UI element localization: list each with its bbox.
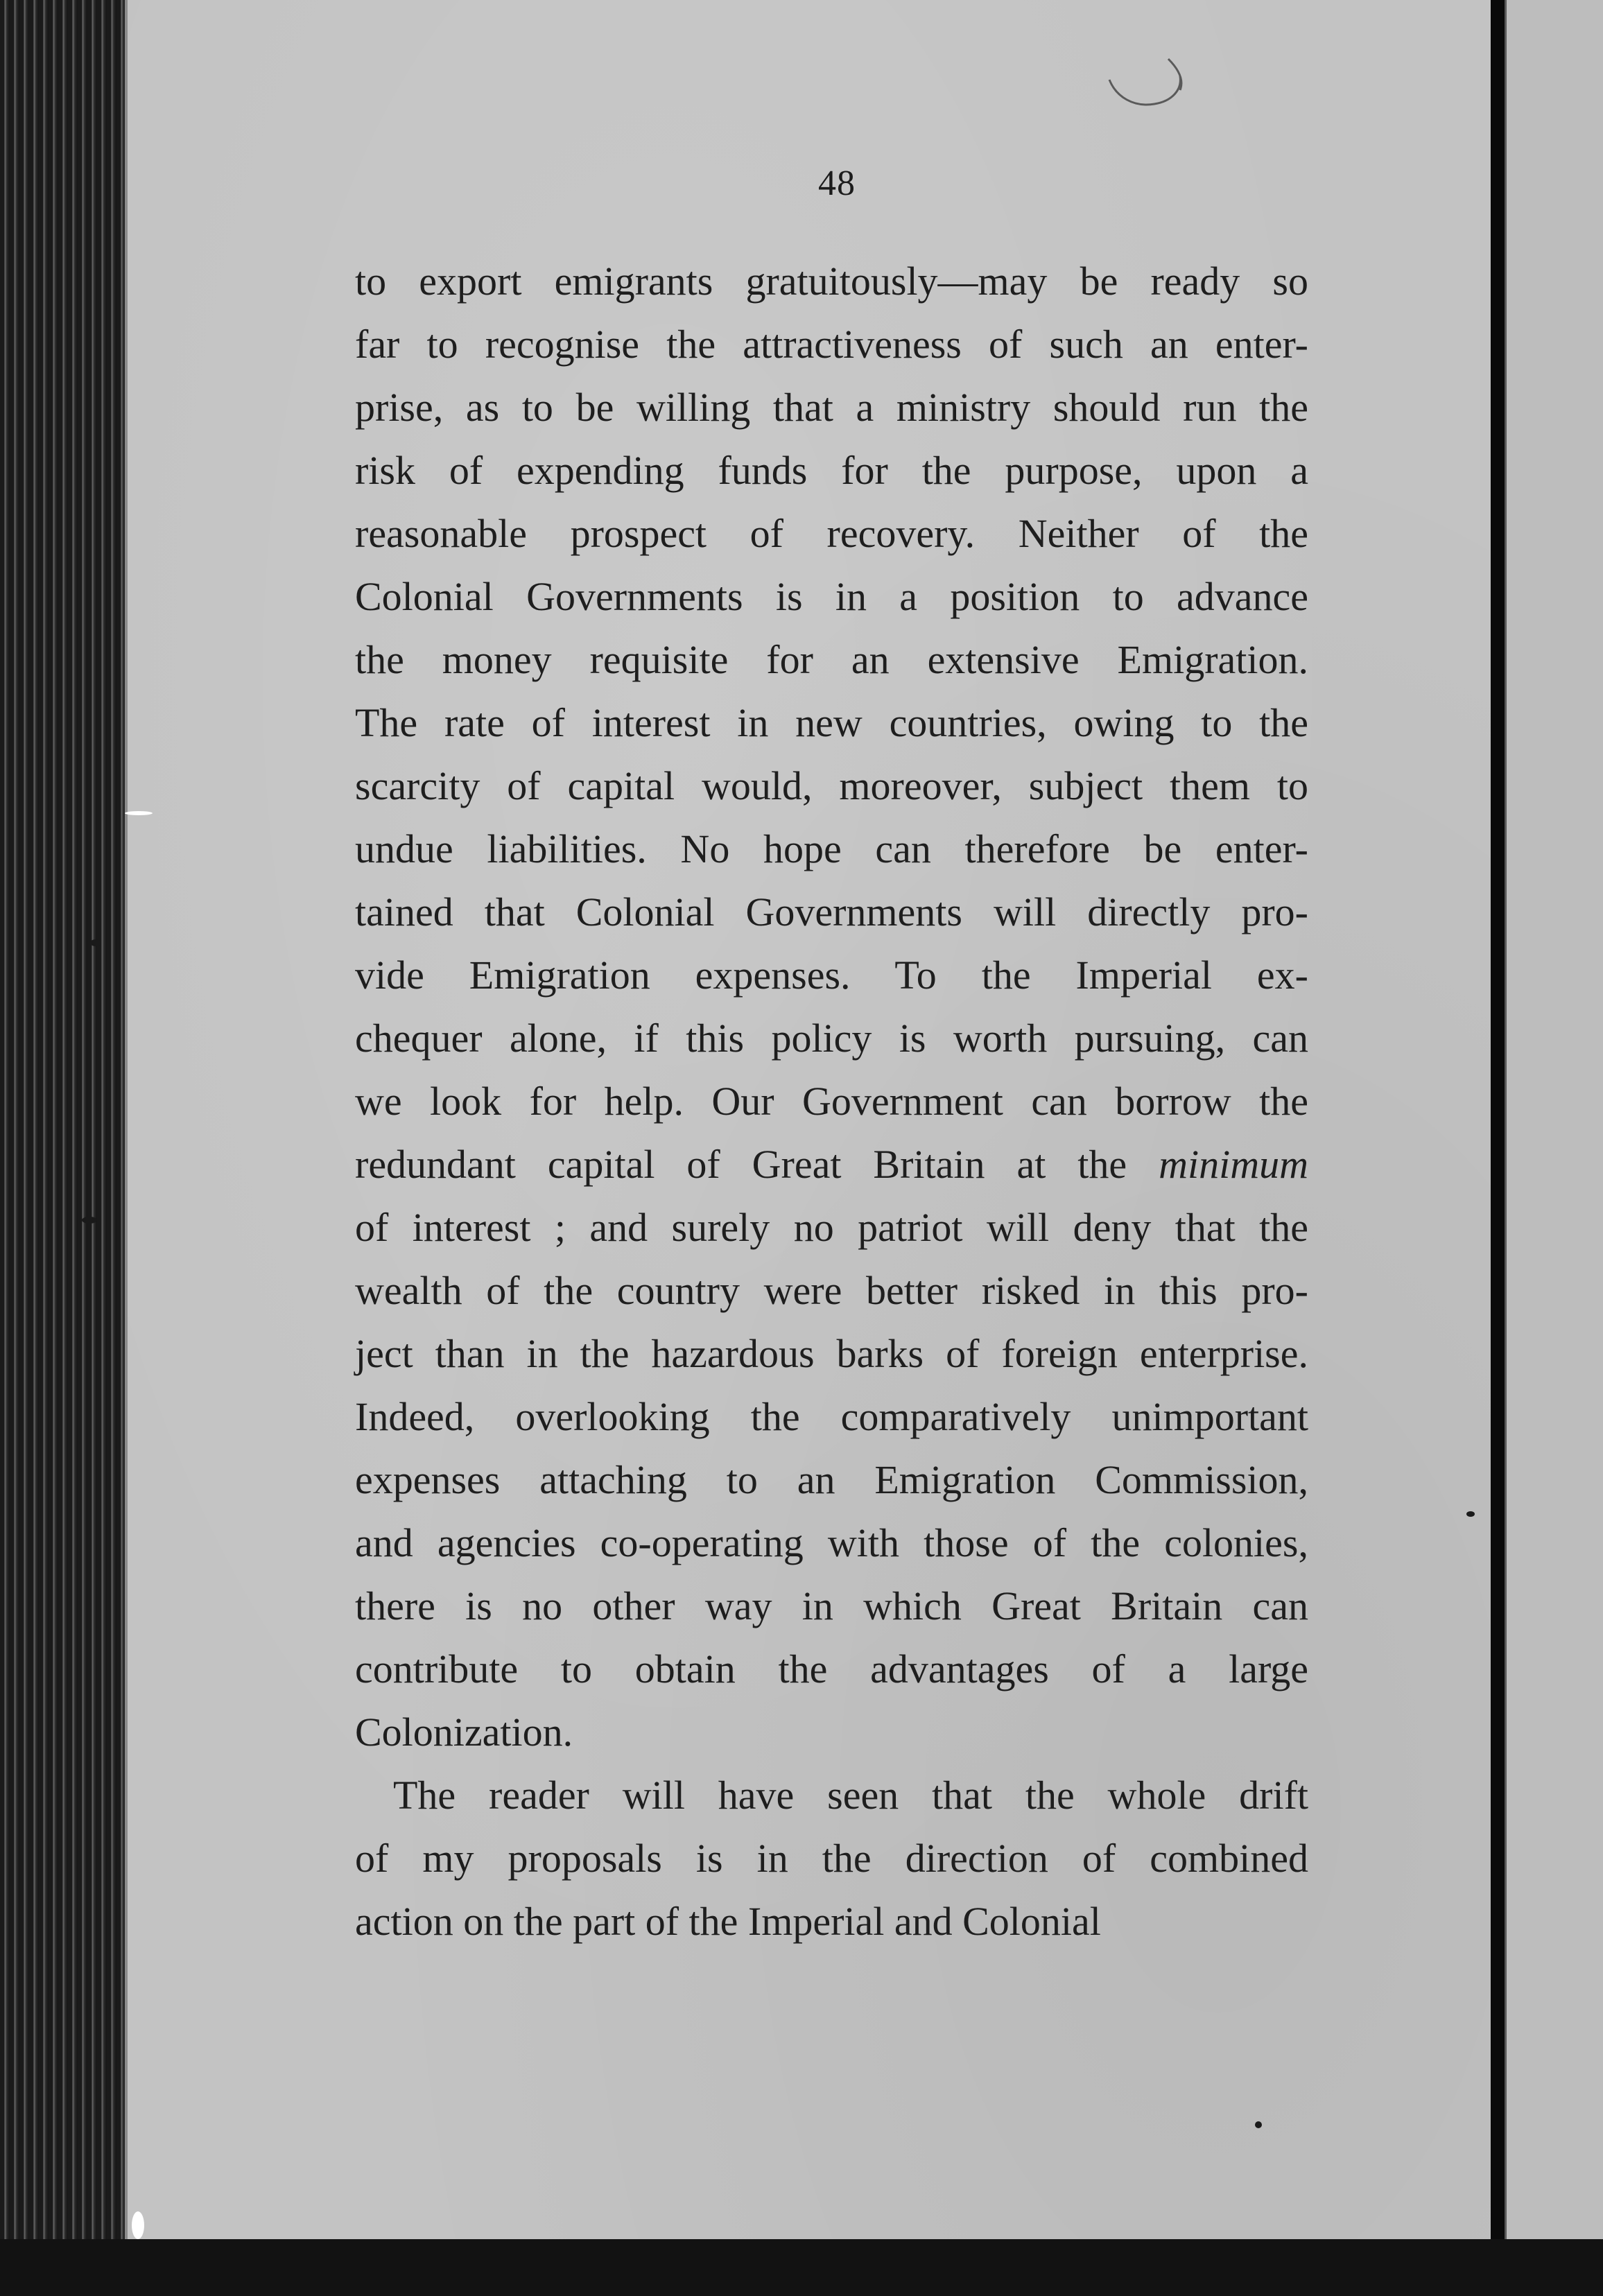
text-line: Indeed, overlooking the comparatively unimportant (355, 1394, 1308, 1439)
adjacent-page-edge (1505, 0, 1603, 2246)
text-line: vide Emigration expenses. To the Imperial ex- (355, 953, 1308, 998)
text-line: Colonial Governments is in a position to advance (355, 574, 1308, 619)
text-line: action on the part of the Imperial and Colonial (355, 1899, 1101, 1944)
text-line: wealth of the country were better risked in this pro- (355, 1268, 1308, 1313)
text-line: expenses attaching to an Emigration Commission, (355, 1457, 1308, 1502)
page-gutter (1491, 0, 1505, 2296)
body-text (355, 250, 1308, 1953)
text-line: reasonable prospect of recovery. Neither of the (355, 511, 1308, 556)
text-line: far to recognise the attractiveness of such an enter- (355, 322, 1308, 367)
text-line: Colonization. (355, 1710, 573, 1755)
text-line: of my proposals is in the direction of combined (355, 1836, 1308, 1881)
scan-speck (82, 1217, 97, 1224)
text-line: The reader will have seen that the whole drift (393, 1773, 1308, 1818)
pencil-mark (1102, 49, 1199, 125)
text-line: of interest ; and surely no patriot will deny that the (355, 1205, 1308, 1250)
text-line: there is no other way in which Great Britain can (355, 1583, 1308, 1628)
book-binding-edge (0, 0, 125, 2296)
text-line: prise, as to be willing that a ministry should run the (355, 385, 1308, 430)
scan-bottom-edge (0, 2239, 1603, 2296)
text-line: scarcity of capital would, moreover, subject them to (355, 763, 1308, 808)
text-span: redundant capital of Great Britain at the (355, 1142, 1159, 1187)
page-number: 48 (818, 164, 856, 203)
paragraph (355, 1764, 1308, 1953)
paragraph (355, 250, 1308, 1764)
text-line: contribute to obtain the advantages of a large (355, 1646, 1308, 1691)
scan-speck (1255, 2121, 1262, 2128)
scan-speck (1466, 1511, 1475, 1517)
text-line: to export emigrants gratuitously—may be ready so (355, 259, 1308, 304)
scan-speck (125, 811, 153, 815)
text-line: and agencies co-operating with those of the colonies, (355, 1520, 1308, 1565)
text-line: The rate of interest in new countries, owing to the (355, 700, 1308, 745)
text-line: tained that Colonial Governments will directly pro- (355, 889, 1308, 934)
text-line: undue liabilities. No hope can therefore be enter- (355, 826, 1308, 871)
scan-speck (90, 939, 101, 946)
text-line: chequer alone, if this policy is worth pursuing, can (355, 1016, 1308, 1061)
text-line: we look for help. Our Government can borrow the (355, 1079, 1308, 1124)
text-line: ject than in the hazardous barks of foreign enterprise. (355, 1331, 1308, 1376)
text-line: risk of expending funds for the purpose, upon a (355, 448, 1308, 493)
italic-word: minimum (1159, 1142, 1308, 1187)
scan-speck (132, 2211, 144, 2239)
text-line (355, 1133, 1308, 1196)
text-line: the money requisite for an extensive Emigration. (355, 637, 1308, 682)
